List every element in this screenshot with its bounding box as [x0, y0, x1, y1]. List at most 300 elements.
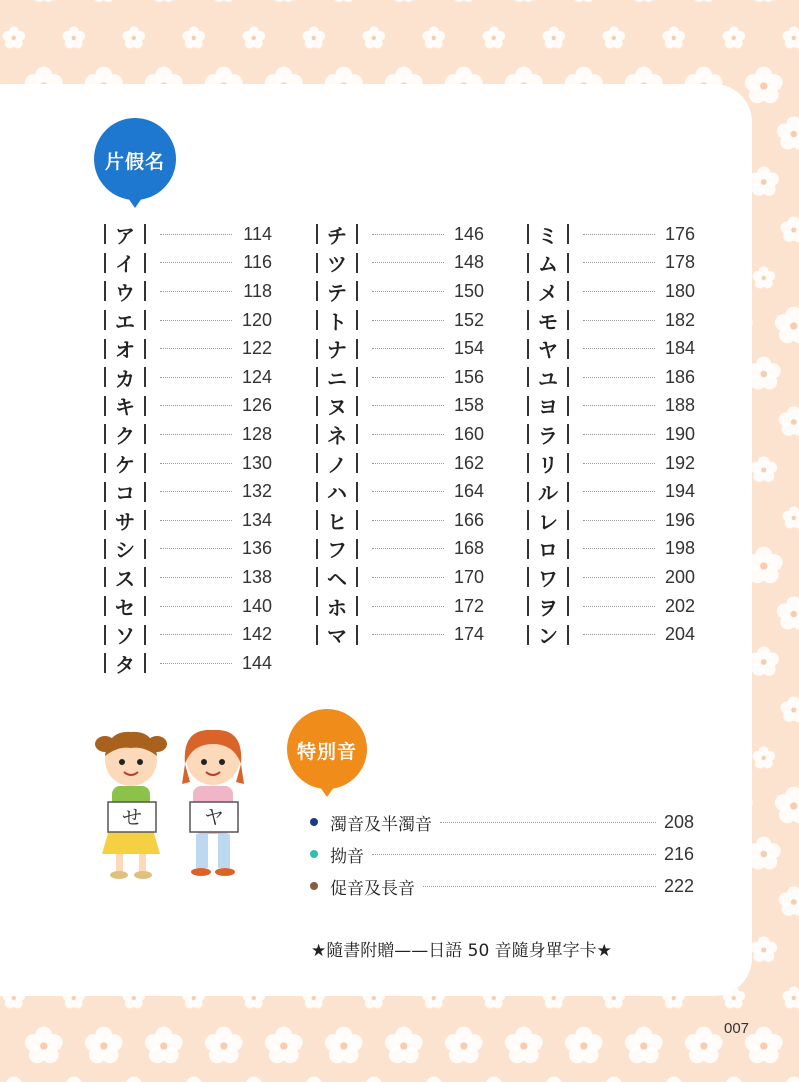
right-divider	[356, 253, 358, 273]
sakura-flower	[570, 0, 597, 2]
entry-page-number: 140	[241, 595, 272, 616]
katakana-character: ハ	[327, 481, 347, 506]
dot-leader	[372, 291, 444, 292]
sakura-flower	[482, 26, 505, 48]
entry-page-number: 186	[664, 366, 695, 387]
katakana-character: イ	[115, 252, 135, 277]
katakana-toc-entry	[104, 277, 272, 306]
dot-leader	[372, 320, 444, 321]
katakana-toc-entry	[104, 449, 272, 478]
right-divider	[144, 396, 146, 416]
sakura-flower	[297, 1077, 331, 1082]
katakana-character: サ	[115, 509, 135, 534]
right-divider	[356, 224, 358, 244]
katakana-toc-entry	[104, 477, 272, 506]
sakura-flower	[450, 0, 477, 2]
katakana-character: ワ	[538, 566, 558, 591]
katakana-character: ン	[538, 624, 558, 649]
right-divider	[567, 567, 569, 587]
sakura-flower	[779, 886, 799, 915]
katakana-character: モ	[538, 309, 558, 334]
special-sound-entry	[310, 870, 694, 902]
katakana-toc-entry	[104, 392, 272, 421]
dot-leader	[160, 491, 232, 492]
entry-page-number: 114	[243, 223, 272, 244]
right-divider	[356, 510, 358, 530]
sakura-flower	[445, 1027, 483, 1064]
katakana-toc-entry	[316, 334, 484, 363]
dot-leader	[583, 520, 655, 521]
sakura-flower	[749, 166, 779, 195]
dot-leader	[160, 520, 232, 521]
katakana-character: ホ	[327, 595, 347, 620]
dot-leader	[583, 234, 655, 235]
katakana-character: ヤ	[538, 338, 558, 363]
dot-leader	[372, 577, 444, 578]
special-sound-entry	[310, 838, 694, 870]
right-divider	[567, 596, 569, 616]
sakura-flower	[122, 26, 145, 48]
entry-page-number: 170	[453, 566, 484, 587]
right-divider	[144, 510, 146, 530]
entry-page-number: 180	[664, 280, 695, 301]
sakura-flower	[745, 67, 783, 104]
dot-leader	[160, 320, 232, 321]
sakura-flower	[777, 1077, 799, 1082]
page-number: 007	[724, 1020, 750, 1037]
entry-page-number: 190	[664, 423, 695, 444]
sakura-flower	[752, 266, 775, 288]
sakura-flower	[662, 26, 685, 48]
dot-leader	[583, 348, 655, 349]
dot-leader	[372, 491, 444, 492]
katakana-toc-entry	[316, 392, 484, 421]
entry-page-number: 126	[241, 395, 272, 416]
entry-page-number: 120	[241, 309, 272, 330]
right-divider	[144, 310, 146, 330]
katakana-toc-entry	[316, 592, 484, 621]
sakura-flower	[85, 1027, 123, 1064]
katakana-toc-entry	[104, 363, 272, 392]
katakana-column-2	[316, 220, 484, 649]
sakura-flower	[150, 0, 177, 2]
entry-page-number: 118	[243, 280, 272, 301]
sakura-flower	[177, 1077, 211, 1082]
bullet-dot	[310, 882, 318, 890]
sakura-flower	[750, 456, 777, 482]
entry-page-number: 188	[664, 395, 695, 416]
dot-leader	[160, 348, 232, 349]
katakana-character: テ	[327, 280, 347, 305]
sakura-flower	[417, 1077, 451, 1082]
dot-leader	[583, 434, 655, 435]
katakana-toc-entry	[316, 249, 484, 278]
special-sound-label: 拗音	[330, 846, 364, 867]
katakana-character: ヲ	[538, 595, 558, 620]
dot-leader	[583, 548, 655, 549]
right-divider	[356, 367, 358, 387]
katakana-toc-entry	[527, 420, 695, 449]
entry-page-number: 182	[664, 309, 695, 330]
right-divider	[144, 424, 146, 444]
right-divider	[144, 539, 146, 559]
right-divider	[567, 453, 569, 473]
katakana-toc-entry	[527, 449, 695, 478]
katakana-toc-entry	[527, 220, 695, 249]
katakana-toc-entry	[104, 649, 272, 678]
katakana-toc-entry	[527, 563, 695, 592]
dot-leader	[160, 234, 232, 235]
katakana-character: ラ	[538, 423, 558, 448]
entry-page-number: 138	[241, 566, 272, 587]
dot-leader	[583, 634, 655, 635]
entry-page-number: 122	[241, 338, 272, 359]
sakura-flower	[302, 26, 325, 48]
entry-page-number: 194	[664, 481, 695, 502]
right-divider	[144, 653, 146, 673]
dot-leader	[372, 348, 444, 349]
sakura-flower	[717, 1077, 751, 1082]
katakana-toc-entry	[527, 306, 695, 335]
katakana-character: ソ	[115, 624, 135, 649]
right-divider	[144, 224, 146, 244]
right-divider	[567, 253, 569, 273]
right-divider	[567, 281, 569, 301]
dot-leader	[160, 577, 232, 578]
right-divider	[356, 453, 358, 473]
katakana-toc-entry	[104, 620, 272, 649]
sakura-flower	[477, 1077, 511, 1082]
sakura-flower	[117, 1077, 151, 1082]
entry-page-number: 158	[453, 395, 484, 416]
entry-page-number: 200	[664, 566, 695, 587]
right-divider	[144, 482, 146, 502]
sakura-flower	[777, 117, 799, 150]
dot-leader	[583, 262, 655, 263]
entry-page-number: 134	[241, 509, 272, 530]
right-divider	[567, 396, 569, 416]
right-divider	[356, 596, 358, 616]
sakura-flower	[722, 26, 745, 48]
katakana-toc-entry	[527, 535, 695, 564]
right-divider	[567, 482, 569, 502]
katakana-character: ア	[115, 223, 135, 248]
two-girls-illustration	[82, 722, 262, 892]
katakana-toc-entry	[316, 277, 484, 306]
dot-leader	[160, 434, 232, 435]
katakana-character: ヌ	[327, 395, 347, 420]
entry-page-number: 154	[453, 338, 484, 359]
katakana-toc-entry	[527, 477, 695, 506]
entry-page-number: 142	[241, 624, 272, 645]
entry-page-number: 128	[241, 423, 272, 444]
sakura-flower	[210, 0, 237, 2]
katakana-toc-entry	[104, 535, 272, 564]
sakura-flower	[777, 597, 799, 630]
entry-page-number: 202	[664, 595, 695, 616]
bullet-dot	[310, 818, 318, 826]
sakura-flower	[690, 0, 717, 2]
dot-leader	[160, 606, 232, 607]
right-divider	[356, 539, 358, 559]
katakana-character: タ	[115, 652, 135, 677]
sakura-flower	[57, 1077, 91, 1082]
dot-leader	[372, 606, 444, 607]
katakana-toc-entry	[527, 334, 695, 363]
special-sounds-section-title: 特別音	[296, 741, 357, 763]
right-divider	[144, 367, 146, 387]
special-sound-page-number: 208	[663, 811, 694, 832]
dot-leader	[583, 577, 655, 578]
katakana-character: ネ	[327, 423, 347, 448]
sakura-flower	[182, 26, 205, 48]
katakana-toc-entry	[316, 363, 484, 392]
right-divider	[144, 281, 146, 301]
katakana-character: ナ	[327, 338, 347, 363]
sakura-flower	[265, 1027, 303, 1064]
special-sound-label: 促音及長音	[330, 878, 415, 899]
entry-page-number: 156	[453, 366, 484, 387]
katakana-toc-entry	[316, 220, 484, 249]
right-divider	[567, 224, 569, 244]
katakana-toc-entry	[316, 420, 484, 449]
sakura-flower	[270, 0, 297, 2]
katakana-character: ト	[327, 309, 347, 334]
sakura-flower	[542, 26, 565, 48]
right-divider	[567, 539, 569, 559]
katakana-toc-entry	[104, 306, 272, 335]
katakana-toc-entry	[104, 506, 272, 535]
katakana-character: ヒ	[327, 509, 347, 534]
entry-page-number: 144	[241, 652, 272, 673]
katakana-toc-entry	[104, 592, 272, 621]
special-sound-entry	[310, 806, 694, 838]
sign-left-text: せ	[122, 805, 142, 829]
katakana-character: メ	[538, 280, 558, 305]
dot-leader	[583, 491, 655, 492]
katakana-toc-entry	[316, 620, 484, 649]
entry-page-number: 178	[664, 252, 695, 273]
sakura-flower	[237, 1077, 271, 1082]
katakana-character: エ	[115, 309, 135, 334]
katakana-character: ヨ	[538, 395, 558, 420]
right-divider	[567, 310, 569, 330]
entry-page-number: 198	[664, 538, 695, 559]
katakana-character: ウ	[115, 280, 135, 305]
entry-page-number: 204	[664, 624, 695, 645]
right-divider	[356, 281, 358, 301]
sakura-flower	[390, 0, 417, 2]
katakana-toc-entry	[527, 592, 695, 621]
dot-leader	[372, 463, 444, 464]
dot-leader	[583, 463, 655, 464]
sakura-flower	[145, 1027, 183, 1064]
katakana-character: ル	[538, 481, 558, 506]
entry-page-number: 124	[241, 366, 272, 387]
katakana-character: コ	[115, 481, 135, 506]
katakana-character: ケ	[115, 452, 135, 477]
entry-page-number: 132	[241, 481, 272, 502]
katakana-toc-entry	[104, 420, 272, 449]
entry-page-number: 146	[453, 223, 484, 244]
sakura-flower	[505, 1027, 543, 1064]
sakura-flower	[779, 406, 799, 435]
sakura-flower	[362, 26, 385, 48]
special-sounds-section-badge	[287, 709, 367, 789]
katakana-character: ス	[115, 566, 135, 591]
sakura-flower	[780, 696, 799, 722]
dot-leader	[372, 405, 444, 406]
katakana-toc-entry	[316, 563, 484, 592]
katakana-character: ツ	[327, 252, 347, 277]
entry-page-number: 192	[664, 452, 695, 473]
special-sound-label: 濁音及半濁音	[330, 814, 432, 835]
bullet-dot	[310, 850, 318, 858]
right-divider	[144, 253, 146, 273]
katakana-column-1	[104, 220, 272, 678]
entry-page-number: 172	[453, 595, 484, 616]
dot-leader	[372, 548, 444, 549]
katakana-toc-entry	[316, 306, 484, 335]
katakana-section-badge	[94, 118, 176, 200]
dot-leader	[423, 886, 656, 887]
katakana-toc-entry	[527, 249, 695, 278]
right-divider	[567, 625, 569, 645]
sakura-flower	[242, 26, 265, 48]
entry-page-number: 184	[664, 338, 695, 359]
sakura-flower	[30, 0, 57, 2]
katakana-character: ミ	[538, 223, 558, 248]
right-divider	[567, 367, 569, 387]
entry-page-number: 116	[243, 252, 272, 273]
sakura-flower	[0, 1077, 31, 1082]
sakura-flower	[745, 1027, 783, 1064]
right-divider	[356, 396, 358, 416]
sakura-flower	[775, 307, 799, 344]
bonus-note: ★隨書附贈——日語 50 音隨身單字卡★	[311, 941, 612, 961]
dot-leader	[160, 262, 232, 263]
katakana-character: シ	[115, 538, 135, 563]
sakura-flower	[780, 216, 799, 242]
katakana-toc-entry	[527, 620, 695, 649]
katakana-toc-entry	[316, 449, 484, 478]
dot-leader	[583, 291, 655, 292]
sakura-flower	[625, 1027, 663, 1064]
dot-leader	[160, 663, 232, 664]
sakura-flower	[510, 0, 537, 2]
dot-leader	[583, 377, 655, 378]
entry-page-number: 174	[453, 624, 484, 645]
right-divider	[356, 310, 358, 330]
special-sound-page-number: 222	[663, 875, 694, 896]
dot-leader	[160, 548, 232, 549]
katakana-toc-entry	[104, 220, 272, 249]
sakura-flower	[630, 0, 657, 2]
sakura-flower	[2, 26, 25, 48]
dot-leader	[160, 405, 232, 406]
katakana-toc-entry	[527, 363, 695, 392]
right-divider	[356, 567, 358, 587]
sakura-flower	[782, 986, 799, 1008]
sakura-flower	[422, 26, 445, 48]
entry-page-number: 130	[241, 452, 272, 473]
katakana-character: ロ	[538, 538, 558, 563]
dot-leader	[160, 634, 232, 635]
katakana-toc-entry	[527, 392, 695, 421]
katakana-toc-entry	[104, 563, 272, 592]
entry-page-number: 168	[453, 538, 484, 559]
sakura-flower	[657, 1077, 691, 1082]
dot-leader	[583, 320, 655, 321]
katakana-character: ム	[538, 252, 558, 277]
katakana-character: チ	[327, 223, 347, 248]
katakana-character: ユ	[538, 366, 558, 391]
katakana-toc-entry	[104, 249, 272, 278]
sakura-flower	[750, 936, 777, 962]
katakana-character: ヘ	[327, 566, 347, 591]
sakura-flower	[602, 26, 625, 48]
katakana-toc-entry	[527, 506, 695, 535]
entry-page-number: 152	[453, 309, 484, 330]
entry-page-number: 196	[664, 509, 695, 530]
entry-page-number: 176	[664, 223, 695, 244]
dot-leader	[372, 434, 444, 435]
entry-page-number: 166	[453, 509, 484, 530]
katakana-toc-entry	[316, 506, 484, 535]
katakana-toc-entry	[104, 334, 272, 363]
sakura-flower	[565, 1027, 603, 1064]
sakura-flower	[62, 26, 85, 48]
sign-right-text: ヤ	[204, 805, 224, 829]
katakana-section-title: 片假名	[104, 151, 165, 173]
katakana-character: セ	[115, 595, 135, 620]
katakana-character: キ	[115, 395, 135, 420]
dot-leader	[160, 377, 232, 378]
entry-page-number: 160	[453, 423, 484, 444]
sakura-flower	[775, 787, 799, 824]
katakana-character: リ	[538, 452, 558, 477]
sakura-flower	[782, 26, 799, 48]
dot-leader	[160, 291, 232, 292]
entry-page-number: 164	[453, 481, 484, 502]
right-divider	[356, 339, 358, 359]
sakura-flower	[90, 0, 117, 2]
sakura-flower	[685, 1027, 723, 1064]
katakana-character: レ	[538, 509, 558, 534]
dot-leader	[583, 405, 655, 406]
right-divider	[356, 482, 358, 502]
sakura-flower	[385, 1027, 423, 1064]
sakura-flower	[749, 646, 779, 675]
sakura-flower	[597, 1077, 631, 1082]
katakana-character: ニ	[327, 366, 347, 391]
right-divider	[144, 339, 146, 359]
right-divider	[567, 510, 569, 530]
sakura-flower	[750, 0, 777, 2]
dot-leader	[160, 463, 232, 464]
katakana-character: ク	[115, 423, 135, 448]
right-divider	[144, 625, 146, 645]
girl-right-figure	[182, 730, 244, 876]
sakura-flower	[25, 1027, 63, 1064]
sakura-flower	[205, 1027, 243, 1064]
dot-leader	[440, 822, 656, 823]
dot-leader	[583, 606, 655, 607]
katakana-character: カ	[115, 366, 135, 391]
sakura-flower	[357, 1077, 391, 1082]
girl-left-figure	[95, 732, 167, 879]
katakana-character: オ	[115, 338, 135, 363]
